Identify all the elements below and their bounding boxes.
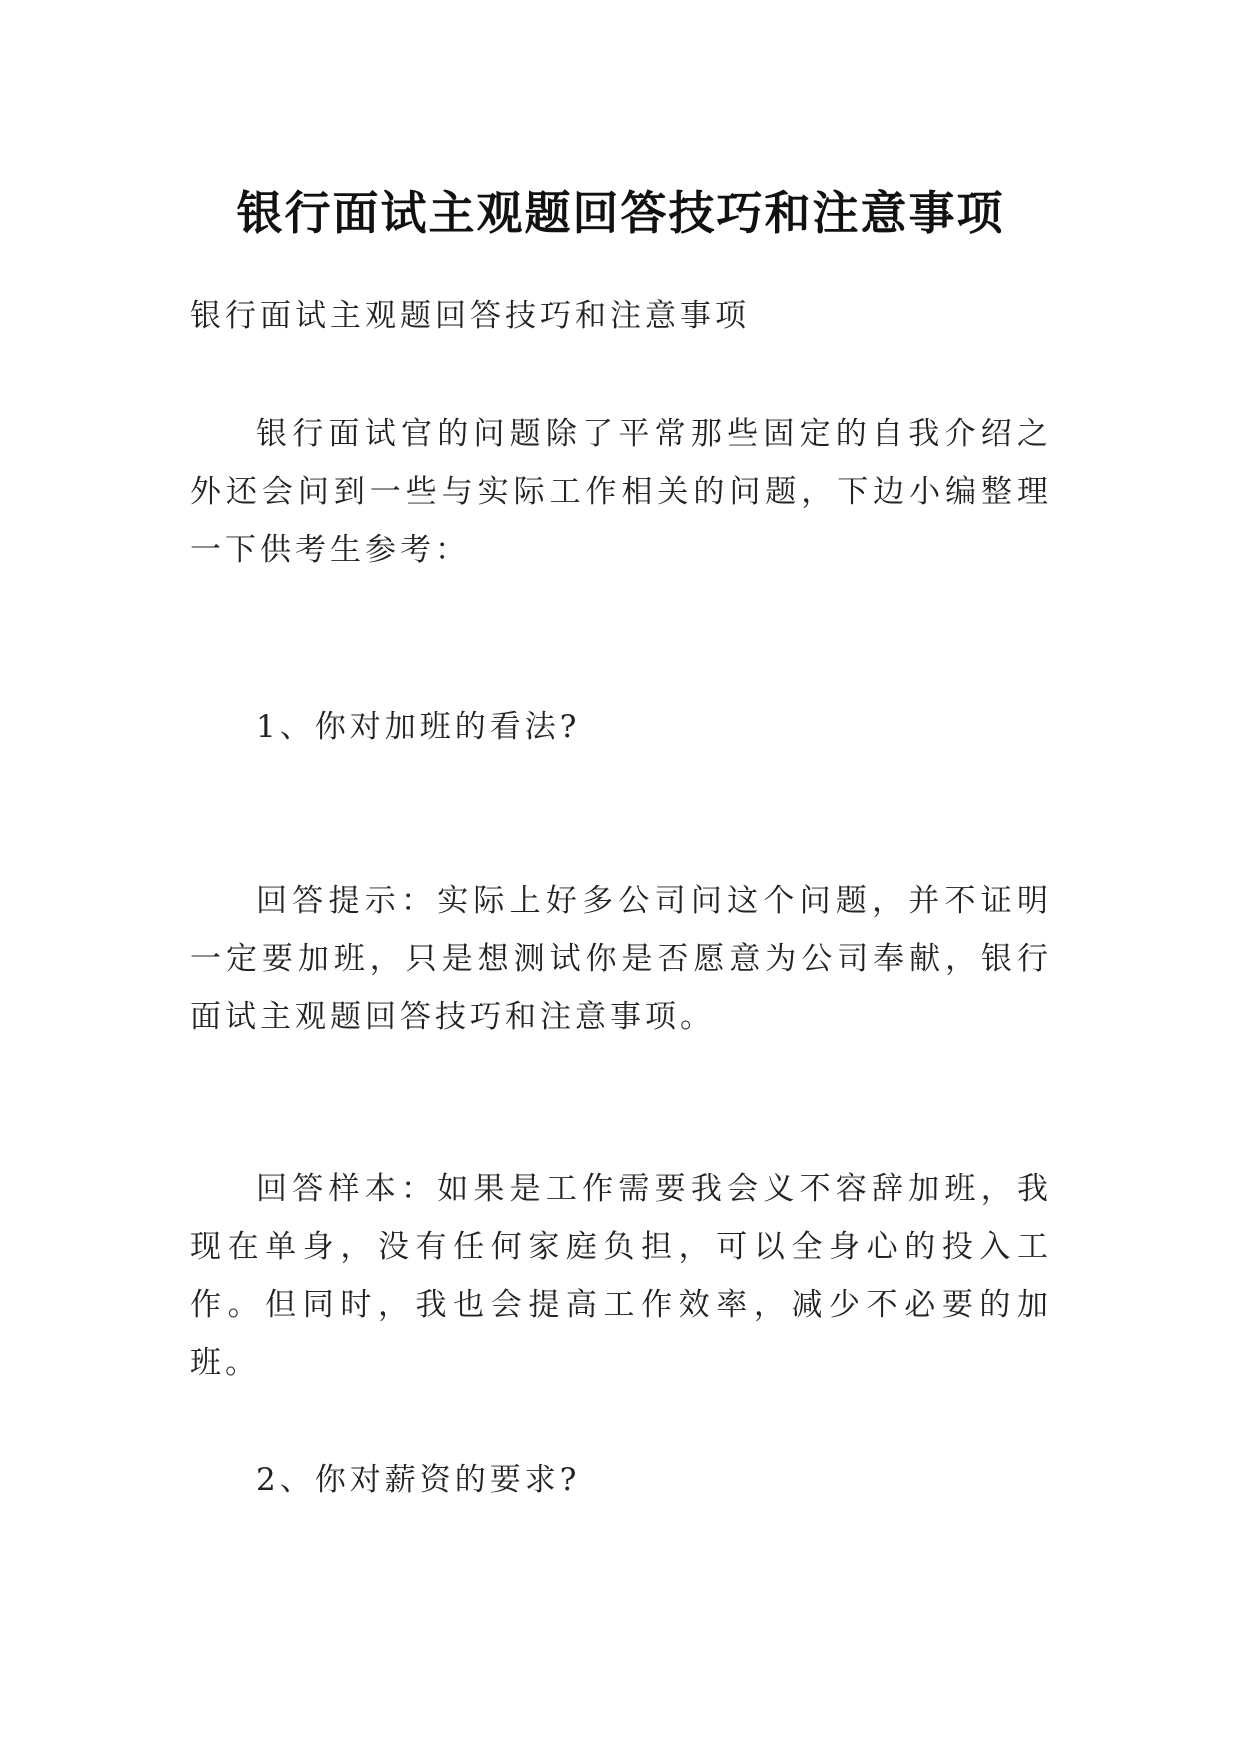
answer-hint-1: 回答提示：实际上好多公司问这个问题，并不证明一定要加班，只是想测试你是否愿意为公司奉献，银行面试主观题回答技巧和注意事项。	[190, 883, 1052, 1035]
intro-paragraph: 银行面试官的问题除了平常那些固定的自我介绍之外还会问到一些与实际工作相关的问题，下边小编整理一下供考生参考：	[190, 416, 1052, 568]
document-subtitle: 银行面试主观题回答技巧和注意事项	[190, 298, 750, 334]
question-1: 1、你对加班的看法?	[256, 709, 581, 745]
document-title: 银行面试主观题回答技巧和注意事项	[236, 185, 1005, 240]
answer-sample-1: 回答样本：如果是工作需要我会义不容辞加班，我现在单身，没有任何家庭负担，可以全身心的投入工作。但同时，我也会提高工作效率，减少不必要的加班。	[190, 1171, 1052, 1381]
question-2: 2、你对薪资的要求?	[256, 1462, 581, 1498]
